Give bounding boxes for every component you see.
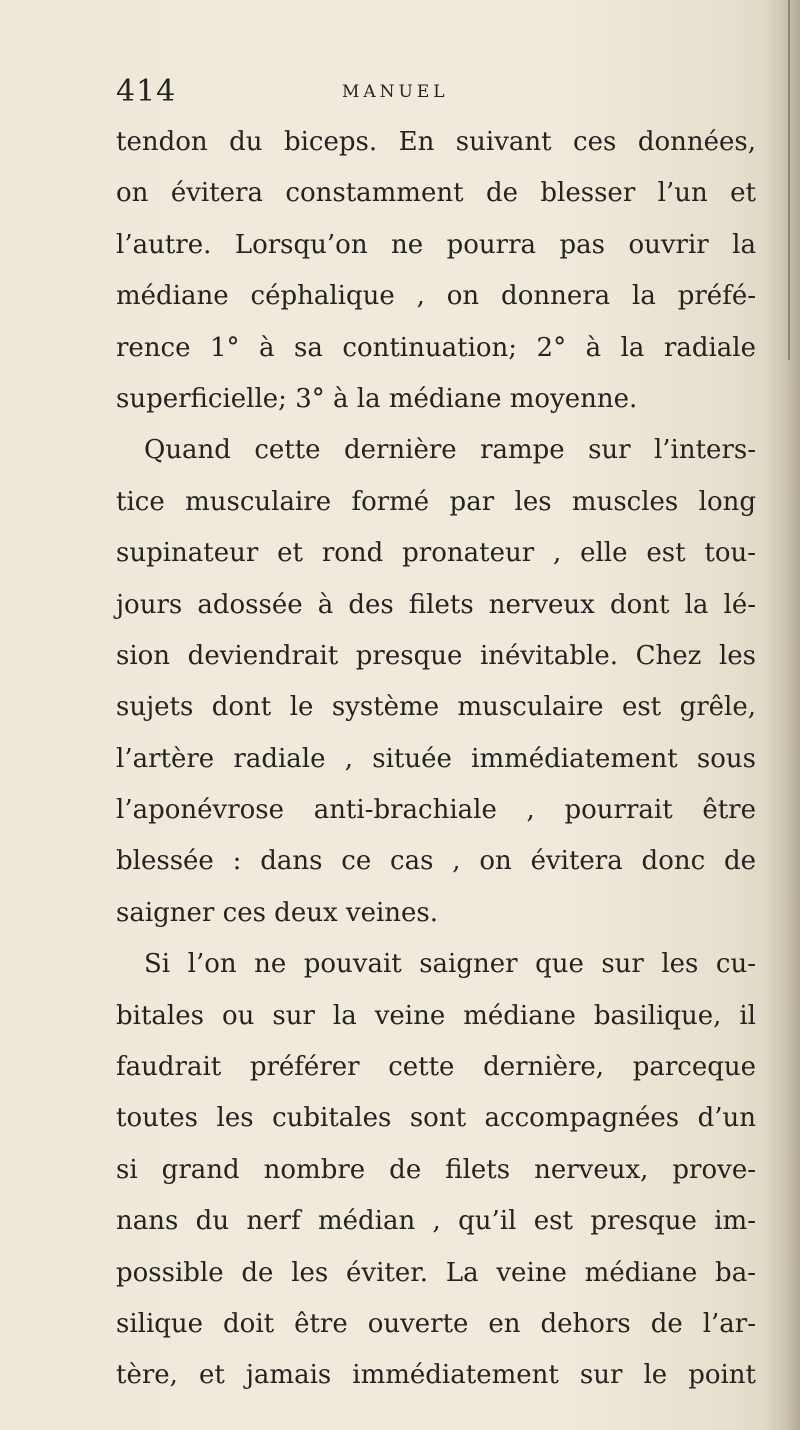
text-line: sion deviendrait presque inévitable. Chez les xyxy=(116,640,756,671)
text-line: saigner ces deux veines. xyxy=(116,897,439,928)
text-line: tice musculaire formé par les muscles long xyxy=(116,486,756,517)
text-line: Si l’on ne pouvait saigner que sur les cu- xyxy=(144,949,756,980)
text-line: l’artère radiale , située immédiatement sous xyxy=(116,743,756,774)
page-number: 414 xyxy=(116,74,177,109)
text-line: superficielle; 3° à la médiane moyenne. xyxy=(116,383,638,414)
text-line: jours adossée à des filets nerveux dont la lé- xyxy=(116,589,756,620)
text-line: tère, et jamais immédiatement sur le point xyxy=(116,1360,756,1391)
text-line: tendon du biceps. En suivant ces données, xyxy=(116,127,756,157)
page-gutter-shadow xyxy=(766,0,800,1430)
text-line: faudrait préférer cette dernière, parceque xyxy=(116,1052,756,1083)
text-line: l’aponévrose anti-brachiale , pourrait être xyxy=(116,795,756,826)
text-line: bitales ou sur la veine médiane basilique, il xyxy=(116,1000,756,1031)
text-line: médiane céphalique , on donnera la préfé- xyxy=(116,281,756,312)
text-line: rence 1° à sa continuation; 2° à la radiale xyxy=(116,332,756,363)
text-line: possible de les éviter. La veine médiane ba- xyxy=(116,1257,756,1288)
text-line: si grand nombre de filets nerveux, prove- xyxy=(116,1154,756,1185)
text-line: l’autre. Lorsqu’on ne pourra pas ouvrir la xyxy=(116,229,756,260)
running-head-title: MANUEL xyxy=(342,82,449,102)
text-line: blessée : dans ce cas , on évitera donc de xyxy=(116,846,756,877)
text-line: on évitera constamment de blesser l’un et xyxy=(116,178,756,209)
page-edge-line xyxy=(788,0,790,360)
text-line: Quand cette dernière rampe sur l’inters- xyxy=(144,435,756,466)
text-line: toutes les cubitales sont accompagnées d’un xyxy=(116,1103,756,1134)
text-line: supinateur et rond pronateur , elle est tou- xyxy=(116,538,756,569)
text-line: sujets dont le système musculaire est grêle, xyxy=(116,692,756,723)
running-head xyxy=(116,74,720,114)
body-text xyxy=(116,117,756,1402)
text-line: nans du nerf médian , qu’il est presque im- xyxy=(116,1206,756,1237)
text-line: silique doit être ouverte en dehors de l’ar- xyxy=(116,1308,756,1339)
